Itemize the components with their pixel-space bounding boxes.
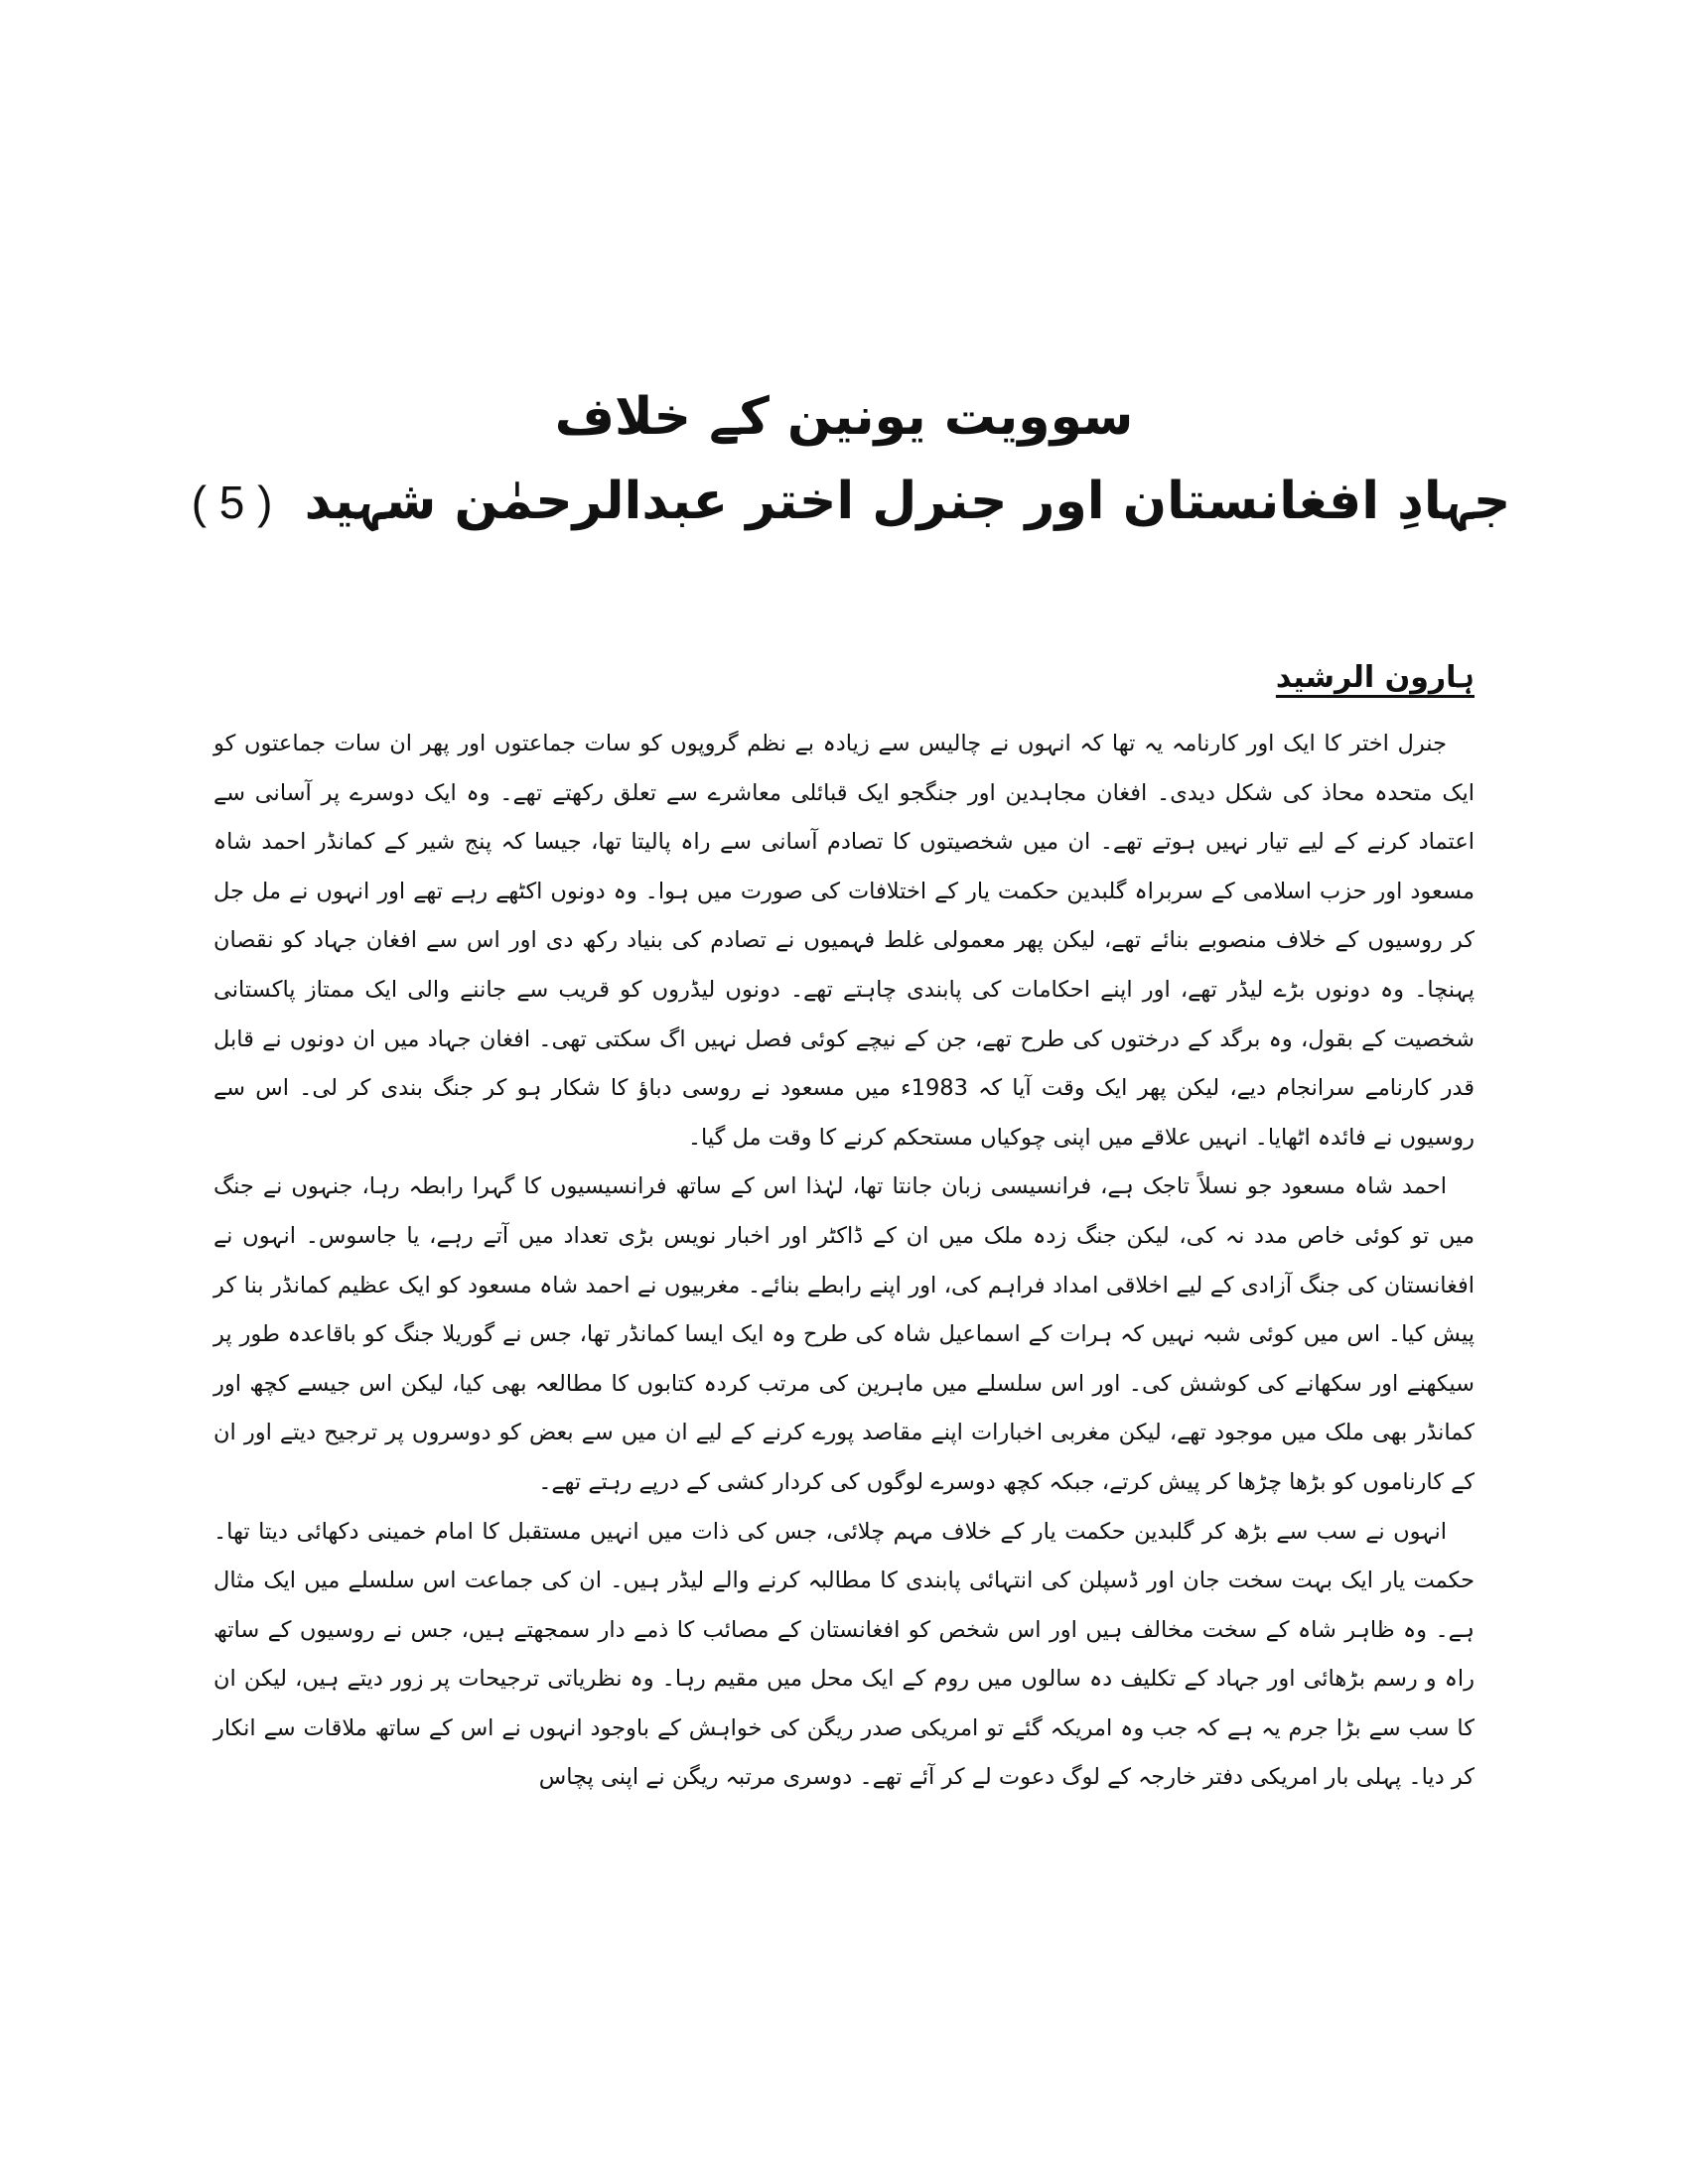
title-block: [0, 377, 1688, 547]
part-number: ( 5 ): [191, 477, 273, 528]
paragraph: احمد شاہ مسعود جو نسلاً تاجک ہے، فرانسیسی زبان جانتا تھا، لہٰذا اس کے ساتھ فرانسیسیوں کا گہرا رابطہ رہا، جنہوں نے جنگ میں تو کوئی خاص مدد نہ کی، لیکن جنگ زدہ ملک میں ان کے ڈاکٹر اور اخبار نویس بڑی تعداد میں آتے رہے، یا جاسوس۔ انہوں نے افغانستان کی جنگ آزادی کے لیے اخلاقی امداد فراہم کی، اور اپنے رابطے بنائے۔ مغربیوں نے احمد شاہ مسعود کو ایک عظیم کمانڈر بنا کر پیش کیا۔ اس میں کوئی شبہ نہیں کہ ہرات کے اسماعیل شاہ کی طرح وہ ایک ایسا کمانڈر تھا، جس نے گوریلا جنگ کو باقاعدہ طور پر سیکھنے اور سکھانے کی کوشش کی۔ اور اس سلسلے میں ماہرین کی مرتب کردہ کتابوں کا مطالعہ بھی کیا، لیکن اس جیسے کچھ اور کمانڈر بھی ملک میں موجود تھے، لیکن مغربی اخبارات اپنے مقاصد پورے کرنے کے لیے ان میں سے بعض کو دوسروں پر ترجیح دیتے اور ان کے کارناموں کو بڑھا چڑھا کر پیش کرتے، جبکہ کچھ دوسرے لوگوں کی کردار کشی کے درپے رہتے تھے۔: [213, 1173, 1475, 1495]
author-byline: ہارون الرشید: [1275, 660, 1475, 695]
page-subtitle: [0, 457, 1688, 547]
subtitle-text: جہادِ افغانستان اور جنرل اختر عبدالرحمٰن شہید: [304, 472, 1511, 531]
article-body: [213, 720, 1475, 1803]
page-title: سوویت یونین کے خلاف: [554, 387, 1134, 447]
paragraph: جنرل اختر کا ایک اور کارنامہ یہ تھا کہ انہوں نے چالیس سے زیادہ بے نظم گروپوں کو سات جماعتوں اور پھر ان سات جماعتوں کو ایک متحدہ محاذ کی شکل دیدی۔ افغان مجاہدین اور جنگجو ایک قبائلی معاشرے سے تعلق رکھتے تھے۔ وہ ایک دوسرے پر آسانی سے اعتماد کرنے کے لیے تیار نہیں ہوتے تھے۔ ان میں شخصیتوں کا تصادم آسانی سے راہ پالیتا تھا، جیسا کہ پنج شیر کے کمانڈر احمد شاہ مسعود اور حزب اسلامی کے سربراہ گلبدین حکمت یار کے اختلافات کی صورت میں ہوا۔ وہ دونوں اکٹھے رہے تھے اور انہوں نے مل جل کر روسیوں کے خلاف منصوبے بنائے تھے، لیکن پھر معمولی غلط فہمیوں نے تصادم کی بنیاد رکھ دی اور اس سے افغان جہاد کو نقصان پہنچا۔ وہ دونوں بڑے لیڈر تھے، اور اپنے احکامات کی پابندی چاہتے تھے۔ دونوں لیڈروں کو قریب سے جاننے والی ایک ممتاز پاکستانی شخصیت کے بقول، وہ برگد کے درختوں کی طرح تھے، جن کے نیچے کوئی فصل نہیں اگ سکتی تھی۔ افغان جہاد میں ان دونوں نے قابل قدر کارنامے سرانجام دیے، لیکن پھر ایک وقت آیا کہ 1983ء میں مسعود نے روسی دباؤ کا شکار ہو کر جنگ بندی کر لی۔ اس سے روسیوں نے فائدہ اٹھایا۔ انہیں علاقے میں اپنی چوکیاں مستحکم کرنے کا وقت مل گیا۔: [213, 731, 1476, 1151]
paragraph: انہوں نے سب سے بڑھ کر گلبدین حکمت یار کے خلاف مہم چلائی، جس کی ذات میں انہیں مستقبل کا امام خمینی دکھائی دیتا تھا۔ حکمت یار ایک بہت سخت جان اور ڈسپلن کی انتہائی پابندی کا مطالبہ کرنے والے لیڈر ہیں۔ ان کی جماعت اس سلسلے میں ایک مثال ہے۔ وہ ظاہر شاہ کے سخت مخالف ہیں اور اس شخص کو افغانستان کے مصائب کا ذمے دار سمجھتے ہیں، جس نے روسیوں کے ساتھ راہ و رسم بڑھائی اور جہاد کے تکلیف دہ سالوں میں روم کے ایک محل میں مقیم رہا۔ وہ نظریاتی ترجیحات پر زور دیتے ہیں، لیکن ان کا سب سے بڑا جرم یہ ہے کہ جب وہ امریکہ گئے تو امریکی صدر ریگن کی خواہش کے باوجود انہوں نے اس کے ساتھ ملاقات سے انکار کر دیا۔ پہلی بار امریکی دفتر خارجہ کے لوگ دعوت لے کر آئے تھے۔ دوسری مرتبہ ریگن نے اپنی پچاس: [213, 1518, 1475, 1791]
